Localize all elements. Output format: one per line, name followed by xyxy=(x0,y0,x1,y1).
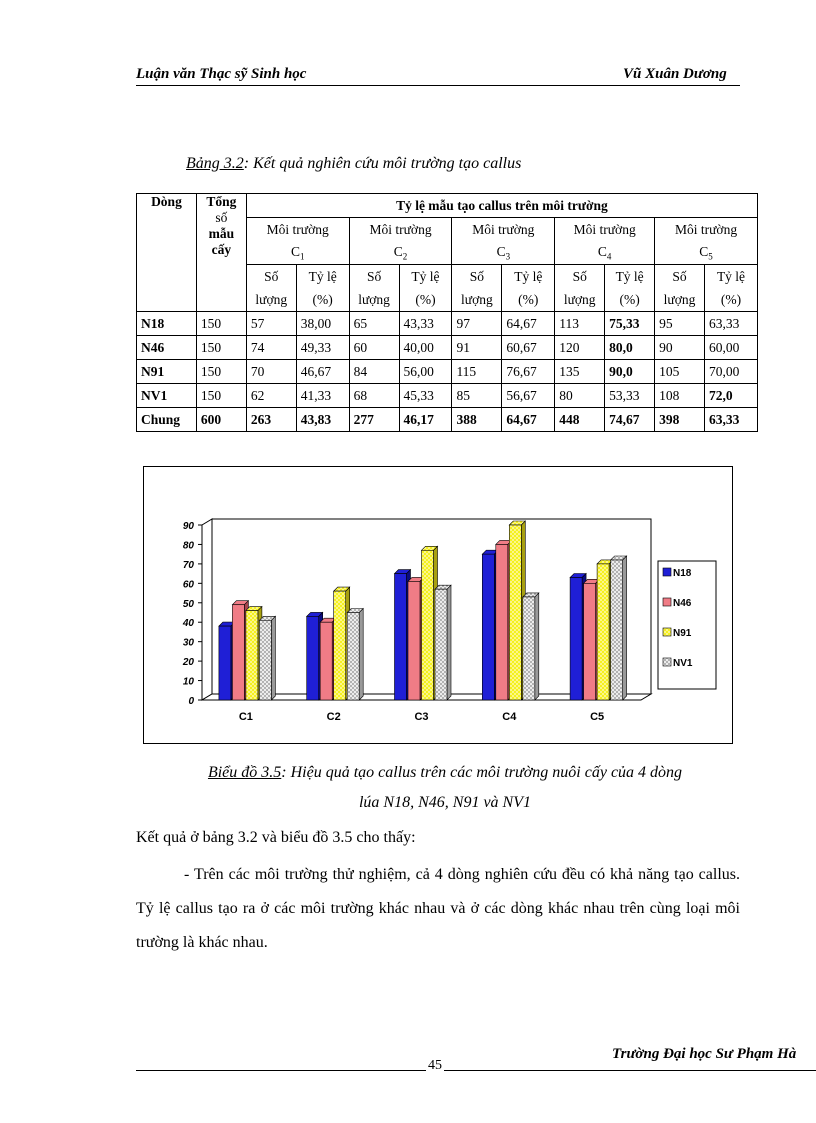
bar-N18-C3 xyxy=(395,574,407,700)
table-cell: 72,0 xyxy=(705,384,758,408)
category-label: C4 xyxy=(502,711,517,723)
table-cell: 90,0 xyxy=(605,360,655,384)
bar-N46-C3 xyxy=(408,581,420,700)
header-line: Dòng xyxy=(137,194,197,312)
bar-side xyxy=(359,609,363,701)
bar-side xyxy=(623,556,627,700)
table-cell: 448 xyxy=(555,408,605,432)
table-cell: 74,67 xyxy=(605,408,655,432)
results-table xyxy=(136,193,758,432)
category-label: C2 xyxy=(326,711,341,723)
category-label: C1 xyxy=(238,711,253,723)
header-total-1: Tổng xyxy=(206,194,237,209)
table-caption-label: Bảng 3.2 xyxy=(186,155,244,172)
count-label: Số xyxy=(246,265,296,289)
table-cell: 70,00 xyxy=(705,360,758,384)
table-cell: 57 xyxy=(246,312,296,336)
legend-label: NV1 xyxy=(673,658,693,669)
media-code xyxy=(349,241,452,265)
table-caption-text: : Kết quả nghiên cứu môi trường tạo callus xyxy=(243,155,522,172)
media-code-letter: C xyxy=(496,243,506,259)
table-cell: 398 xyxy=(655,408,705,432)
header-group: Tỷ lệ mẫu tạo callus trên môi trường xyxy=(246,194,757,218)
chart-frame xyxy=(143,466,733,744)
y-tick-label: 60 xyxy=(182,579,194,591)
legend-label: N91 xyxy=(673,628,692,639)
count-label: Số xyxy=(655,265,705,289)
table-cell: 53,33 xyxy=(605,384,655,408)
table-cell: 60,67 xyxy=(502,336,555,360)
table-cell: 135 xyxy=(555,360,605,384)
row-line: N91 xyxy=(137,360,197,384)
legend-swatch xyxy=(663,658,671,666)
y-tick-label: 80 xyxy=(182,540,194,552)
bar-NV1-C3 xyxy=(435,589,447,700)
callus-chart xyxy=(144,467,732,743)
row-line: Chung xyxy=(137,408,197,432)
table-cell: 263 xyxy=(246,408,296,432)
bar-N91-C2 xyxy=(334,591,346,700)
rate-label-2: (%) xyxy=(502,288,555,312)
rate-label: Tỷ lệ xyxy=(705,265,758,289)
count-label-2: lượng xyxy=(452,288,502,312)
row-total: 150 xyxy=(196,360,246,384)
table-cell: 84 xyxy=(349,360,399,384)
bar-NV1-C5 xyxy=(611,560,623,700)
bar-N91-C3 xyxy=(422,550,434,700)
bar-N91-C1 xyxy=(246,611,258,700)
table-cell: 108 xyxy=(655,384,705,408)
y-tick-label: 10 xyxy=(182,676,194,688)
table-cell: 90 xyxy=(655,336,705,360)
count-label-2: lượng xyxy=(655,288,705,312)
table-cell: 113 xyxy=(555,312,605,336)
rate-label: Tỷ lệ xyxy=(399,265,452,289)
body-paragraph-2: - Trên các môi trường thử nghiệm, cả 4 dòng nghiên cứu đều có khả năng tạo callus. Tỷ lệ callus tạo ra ở các môi trường khác nhau và ở các dòng khác nhau trên cùng loại môi trường là khác nhau. xyxy=(136,866,740,951)
row-total: 150 xyxy=(196,384,246,408)
bar-side xyxy=(271,616,275,700)
category-label: C3 xyxy=(414,711,429,723)
media-code xyxy=(452,241,555,265)
bar-NV1-C1 xyxy=(259,620,271,700)
category-label: C5 xyxy=(590,711,605,723)
header-total xyxy=(196,194,246,312)
table-cell: 65 xyxy=(349,312,399,336)
bar-N46-C1 xyxy=(232,605,244,700)
bar-NV1-C4 xyxy=(523,597,535,700)
table-cell: 43,33 xyxy=(399,312,452,336)
header-total-3: mẫu xyxy=(208,226,235,241)
rate-label-2: (%) xyxy=(399,288,452,312)
bar-N18-C4 xyxy=(482,554,494,700)
row-line: N18 xyxy=(137,312,197,336)
media-header: Môi trường xyxy=(349,218,452,242)
table-cell: 75,33 xyxy=(605,312,655,336)
row-line: N46 xyxy=(137,336,197,360)
table-cell: 56,67 xyxy=(502,384,555,408)
bar-N18-C1 xyxy=(219,626,231,700)
count-label: Số xyxy=(349,265,399,289)
bar-N46-C5 xyxy=(584,583,596,700)
bar-N91-C4 xyxy=(509,525,521,700)
table-row xyxy=(137,408,758,432)
media-code-letter: C xyxy=(290,243,300,259)
table-row xyxy=(137,312,758,336)
y-tick-label: 30 xyxy=(182,637,194,649)
table-cell: 64,67 xyxy=(502,408,555,432)
table-cell: 80,0 xyxy=(605,336,655,360)
legend-label: N18 xyxy=(673,568,692,579)
bar-N18-C2 xyxy=(307,616,319,700)
header-total-2: số xyxy=(215,210,228,225)
table-cell: 38,00 xyxy=(296,312,349,336)
table-cell: 64,67 xyxy=(502,312,555,336)
media-code-index: 5 xyxy=(708,251,713,262)
table-cell: 60 xyxy=(349,336,399,360)
table-cell: 45,33 xyxy=(399,384,452,408)
side-wall xyxy=(202,519,212,700)
table-cell: 277 xyxy=(349,408,399,432)
footer-university: Trường Đại học Sư Phạm Hà xyxy=(612,1046,797,1062)
chart-caption-label: Biểu đồ 3.5 xyxy=(207,764,282,781)
count-label-2: lượng xyxy=(246,288,296,312)
table-cell: 115 xyxy=(452,360,502,384)
page-number: 45 xyxy=(428,1058,442,1073)
table-caption xyxy=(186,155,521,173)
table-cell: 70 xyxy=(246,360,296,384)
chart-caption-line1: : Hiệu quả tạo callus trên các môi trường nuôi cấy của 4 dòng xyxy=(281,764,683,781)
rate-label-2: (%) xyxy=(605,288,655,312)
media-code-index: 4 xyxy=(606,251,612,262)
row-total: 600 xyxy=(196,408,246,432)
media-code-letter: C xyxy=(699,243,709,259)
table-cell: 97 xyxy=(452,312,502,336)
row-line: NV1 xyxy=(137,384,197,408)
bar-N91-C5 xyxy=(597,564,609,700)
table-cell: 60,00 xyxy=(705,336,758,360)
table-cell: 49,33 xyxy=(296,336,349,360)
table-cell: 91 xyxy=(452,336,502,360)
table-cell: 120 xyxy=(555,336,605,360)
table-cell: 40,00 xyxy=(399,336,452,360)
chart-caption-line2: lúa N18, N46, N91 và NV1 xyxy=(358,794,531,811)
rate-label: Tỷ lệ xyxy=(605,265,655,289)
legend-label: N46 xyxy=(673,598,692,609)
table-cell: 41,33 xyxy=(296,384,349,408)
y-tick-label: 90 xyxy=(182,521,194,532)
table-cell: 46,67 xyxy=(296,360,349,384)
table-row xyxy=(137,384,758,408)
rate-label-2: (%) xyxy=(705,288,758,312)
table-row xyxy=(137,360,758,384)
media-code-index: 2 xyxy=(402,251,408,262)
bar-N18-C5 xyxy=(570,578,582,701)
rate-label: Tỷ lệ xyxy=(502,265,555,289)
media-code-letter: C xyxy=(597,243,607,259)
legend-swatch xyxy=(663,628,671,636)
row-total: 150 xyxy=(196,336,246,360)
table-row xyxy=(137,336,758,360)
header-rule xyxy=(136,85,740,86)
media-code xyxy=(655,241,758,265)
table-cell: 46,17 xyxy=(399,408,452,432)
table-cell: 43,83 xyxy=(296,408,349,432)
table-cell: 76,67 xyxy=(502,360,555,384)
table-cell: 63,33 xyxy=(705,312,758,336)
media-code-letter: C xyxy=(393,243,403,259)
table-cell: 63,33 xyxy=(705,408,758,432)
table-cell: 62 xyxy=(246,384,296,408)
y-tick-label: 0 xyxy=(188,696,194,707)
rate-label: Tỷ lệ xyxy=(296,265,349,289)
media-header: Môi trường xyxy=(655,218,758,242)
count-label-2: lượng xyxy=(555,288,605,312)
body-paragraph-1: Kết quả ở bảng 3.2 và biểu đồ 3.5 cho thấy: xyxy=(136,829,416,846)
media-code-index: 3 xyxy=(505,251,511,262)
footer-rule xyxy=(136,1070,816,1071)
legend-box xyxy=(658,561,716,689)
bar-side xyxy=(447,585,451,700)
header-total-4: cấy xyxy=(211,242,232,257)
table-cell: 95 xyxy=(655,312,705,336)
count-label: Số xyxy=(452,265,502,289)
table-cell: 68 xyxy=(349,384,399,408)
bar-N46-C2 xyxy=(320,622,332,700)
header-thesis-title: Luận văn Thạc sỹ Sinh học xyxy=(136,66,307,82)
y-tick-label: 70 xyxy=(182,559,194,571)
media-code xyxy=(555,241,655,265)
media-code xyxy=(246,241,349,265)
rate-label-2: (%) xyxy=(296,288,349,312)
media-header: Môi trường xyxy=(246,218,349,242)
bar-N46-C4 xyxy=(496,544,508,700)
media-header: Môi trường xyxy=(555,218,655,242)
table-cell: 56,00 xyxy=(399,360,452,384)
media-header: Môi trường xyxy=(452,218,555,242)
table-cell: 105 xyxy=(655,360,705,384)
legend-swatch xyxy=(663,568,671,576)
y-tick-label: 40 xyxy=(182,618,194,630)
count-label: Số xyxy=(555,265,605,289)
count-label-2: lượng xyxy=(349,288,399,312)
table-cell: 74 xyxy=(246,336,296,360)
table-cell: 85 xyxy=(452,384,502,408)
header-author: Vũ Xuân Dương xyxy=(623,66,727,82)
table-cell: 80 xyxy=(555,384,605,408)
row-total: 150 xyxy=(196,312,246,336)
media-code-index: 1 xyxy=(299,251,305,262)
bar-NV1-C2 xyxy=(347,613,359,701)
table-cell: 388 xyxy=(452,408,502,432)
legend-swatch xyxy=(663,598,671,606)
y-tick-label: 20 xyxy=(182,657,194,669)
chart-caption xyxy=(140,758,750,818)
y-tick-label: 50 xyxy=(182,598,194,610)
bar-side xyxy=(535,593,539,700)
